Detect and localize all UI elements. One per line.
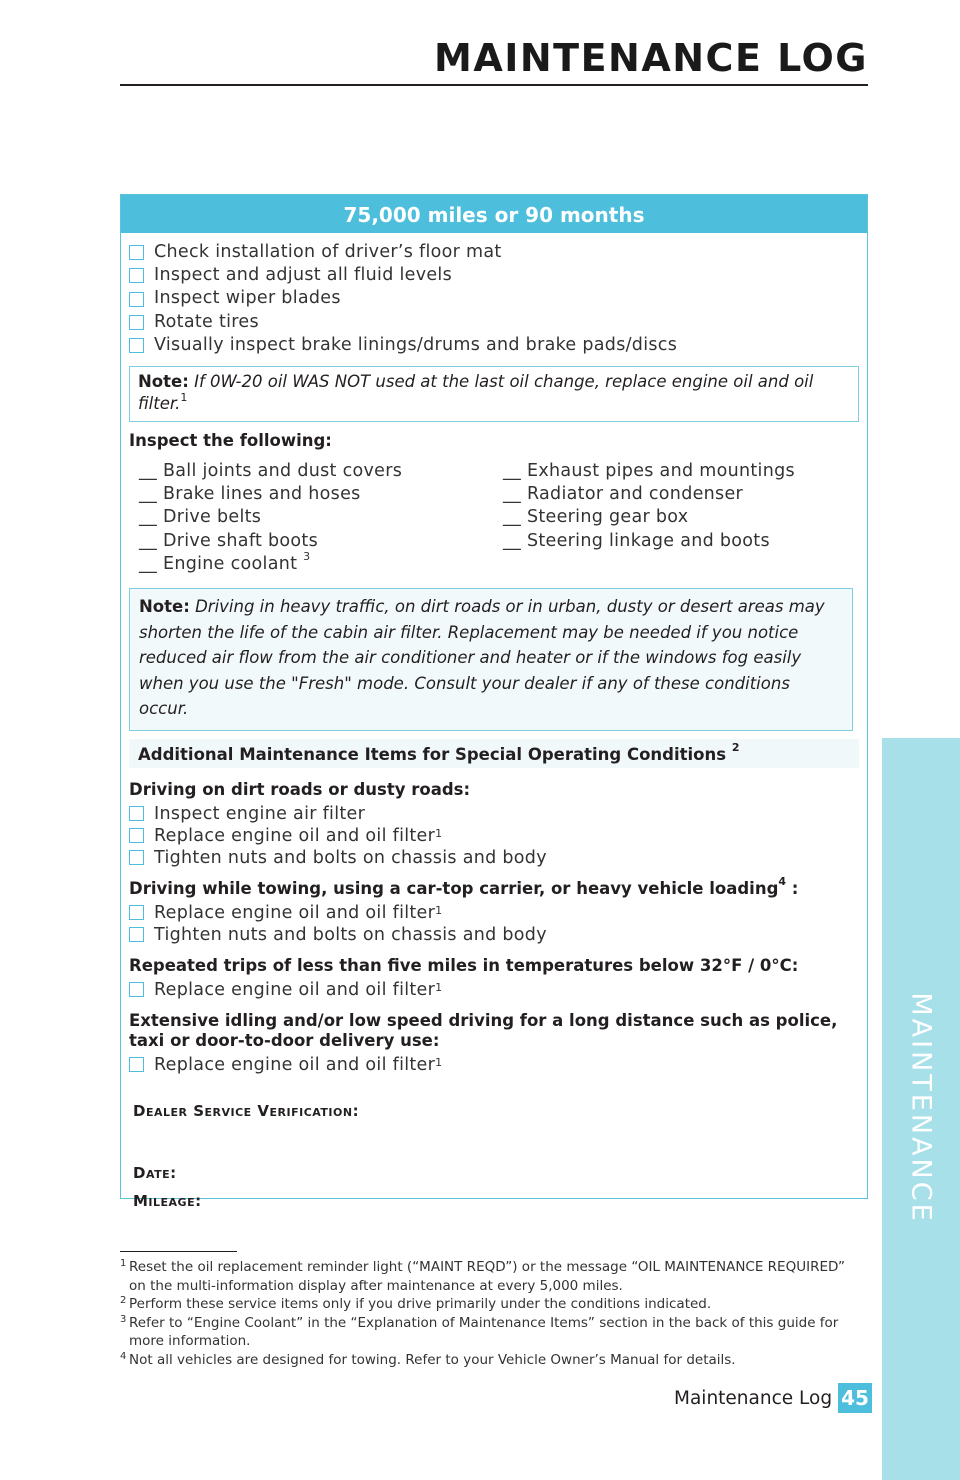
additional-items-title: Additional Maintenance Items for Special Operating Conditions [138, 744, 727, 764]
inspect-list [139, 460, 867, 576]
additional-items-heading [129, 739, 859, 768]
checkbox-icon [129, 806, 144, 821]
inspect-item-text: __ Drive shaft boots [139, 530, 318, 551]
checklist-item: Replace engine oil and oil filter $^1$ [129, 979, 867, 1001]
condition-heading-text: Driving while towing, using a car-top carrier, or heavy vehicle loading [129, 878, 779, 898]
checklist-item [129, 924, 867, 946]
cabin-filter-note [129, 588, 853, 731]
checklist-item-text: Replace engine oil and oil filter [154, 1054, 436, 1075]
footnote-text: Perform these service items only if you drive primarily under the conditions indicated. [129, 1296, 712, 1312]
condition-heading [129, 956, 867, 976]
checkbox-icon [129, 850, 144, 865]
checklist-item-text: Replace engine oil and oil filter [154, 902, 436, 923]
checkbox-icon [129, 1057, 144, 1072]
checkbox-icon [129, 292, 144, 307]
date-label: Date: [133, 1163, 177, 1182]
title-divider [120, 84, 868, 86]
checklist-item-text: Inspect engine air filter [154, 803, 366, 824]
inspect-column-left [139, 460, 503, 576]
footnote-ref: 1 [180, 390, 188, 404]
inspect-item-text: __ Drive belts [139, 507, 262, 528]
condition-group [129, 956, 867, 1001]
footnote-ref: 4 [778, 875, 787, 889]
inspect-item-text: __ Brake lines and hoses [139, 484, 361, 505]
footnote-text: Reset the oil replacement reminder light (“MAINT REQD”) or the message “OIL MAINTENANCE REQUIRED” on the multi-information display after maintenance at every 5,000 miles. [129, 1259, 846, 1294]
mileage-label: Mileage: [133, 1191, 202, 1210]
checklist-item [129, 287, 867, 310]
checklist-item-text: Inspect wiper blades [154, 288, 341, 309]
checkbox-icon [129, 927, 144, 942]
footnote-number: 2 [120, 1295, 127, 1306]
checklist-item [129, 264, 867, 287]
checklist-item [129, 241, 867, 264]
condition-heading [129, 1011, 867, 1051]
checklist-item [129, 334, 867, 357]
condition-heading [129, 780, 867, 800]
inspect-item: __ Exhaust pipes and mountings [503, 461, 795, 482]
footnote-ref: 2 [731, 741, 740, 755]
checklist-item [129, 847, 867, 869]
footnotes [120, 1258, 850, 1369]
checklist-item-text: Tighten nuts and bolts on chassis and body [154, 847, 547, 868]
condition-checklist [129, 803, 867, 869]
page-title: MAINTENANCE LOG [434, 36, 868, 80]
condition-group [129, 875, 867, 946]
condition-group [129, 780, 867, 869]
footnote-text: Not all vehicles are designed for towing. Refer to your Vehicle Owner’s Manual for details. [129, 1351, 736, 1368]
note-label: Note: [138, 372, 189, 392]
inspect-item-text: __ Ball joints and dust covers [139, 461, 403, 482]
condition-checklist [129, 1054, 867, 1076]
footnote-divider [120, 1251, 237, 1252]
checklist-item [129, 311, 867, 334]
checklist-item-text: Rotate tires [154, 311, 259, 332]
inspect-item: __ Radiator and condenser [503, 484, 744, 505]
inspect-item [139, 460, 503, 483]
maintenance-section [120, 194, 868, 1210]
inspect-item [139, 550, 503, 576]
checklist-item [129, 803, 867, 825]
inspect-item [139, 506, 503, 529]
checklist-item: Replace engine oil and oil filter $^1$ [129, 825, 867, 847]
inspect-item: __ Steering linkage and boots [503, 530, 770, 551]
checklist-item: Replace engine oil and oil filter $^1$ [129, 1054, 867, 1076]
inspect-item [139, 483, 503, 506]
condition-heading-text: Repeated trips of less than five miles in temperatures below 32°F / 0°C: [129, 955, 799, 975]
side-tab-label: MAINTENANCE [905, 992, 937, 1224]
condition-checklist [129, 979, 867, 1001]
checklist-item-text: Replace engine oil and oil filter [154, 979, 436, 1000]
checklist-item-text: Visually inspect brake linings/drums and brake pads/discs [154, 334, 678, 355]
footnote-number: 1 [120, 1258, 127, 1269]
service-checklist [129, 241, 867, 357]
special-conditions [121, 780, 867, 1076]
footnote-number: 4 [120, 1350, 127, 1362]
note-label: Note: [139, 597, 190, 617]
condition-group [129, 1011, 867, 1076]
condition-heading-text: Extensive idling and/or low speed driving for a long distance such as police, taxi or door-to-door delivery use: [129, 1010, 838, 1050]
checkbox-icon [129, 338, 144, 353]
checklist-item-text: Inspect and adjust all fluid levels [154, 265, 452, 286]
condition-checklist [129, 902, 867, 946]
oil-note-text: If 0W-20 oil WAS NOT used at the last oil change, replace engine oil and oil filter. [138, 372, 814, 414]
checklist-item-text: Tighten nuts and bolts on chassis and body [154, 924, 547, 945]
section-header: 75,000 miles or 90 months [121, 195, 867, 233]
checkbox-icon [129, 982, 144, 997]
checkbox-icon [129, 315, 144, 330]
page-number: 45 [838, 1383, 872, 1413]
cabin-filter-note-text: Driving in heavy traffic, on dirt roads or in urban, dusty or desert areas may shorten the life of the cabin air filter. Replacement may be needed if you notice reduced air flow from the air conditioner and heater or if the windows fog easily when you use the "Fresh" mode. Consult your dealer if any of these conditions occur. [139, 597, 825, 719]
footer-label: Maintenance Log [674, 1388, 833, 1409]
dealer-verification-label: Dealer Service Verification: [133, 1101, 360, 1120]
checkbox-icon [129, 828, 144, 843]
footnote-text: Refer to “Engine Coolant” in the “Explanation of Maintenance Items” section in the back of this guide for more information. [129, 1314, 839, 1349]
inspect-heading: Inspect the following: [129, 431, 332, 451]
condition-heading-text: Driving on dirt roads or dusty roads: [129, 779, 471, 799]
footnote [120, 1258, 850, 1295]
oil-note [129, 366, 859, 422]
checklist-item-text: Check installation of driver’s floor mat [154, 242, 502, 262]
inspect-column-right [503, 460, 867, 576]
checklist-item-text: Replace engine oil and oil filter [154, 825, 436, 846]
footnote [120, 1351, 850, 1370]
condition-heading [129, 875, 867, 899]
inspect-item [139, 530, 503, 553]
footnote-number: 3 [120, 1313, 127, 1325]
inspect-item-text: __ Engine coolant [139, 553, 304, 574]
checkbox-icon [129, 905, 144, 920]
footnote [120, 1295, 850, 1314]
condition-heading-suffix: : [786, 878, 799, 898]
footnote [120, 1314, 850, 1351]
checkbox-icon [129, 245, 144, 260]
footnote-ref: 3 [303, 550, 311, 563]
inspect-item: __ Steering gear box [503, 507, 689, 528]
checklist-item: Replace engine oil and oil filter $^1$ [129, 902, 867, 924]
checkbox-icon [129, 268, 144, 283]
